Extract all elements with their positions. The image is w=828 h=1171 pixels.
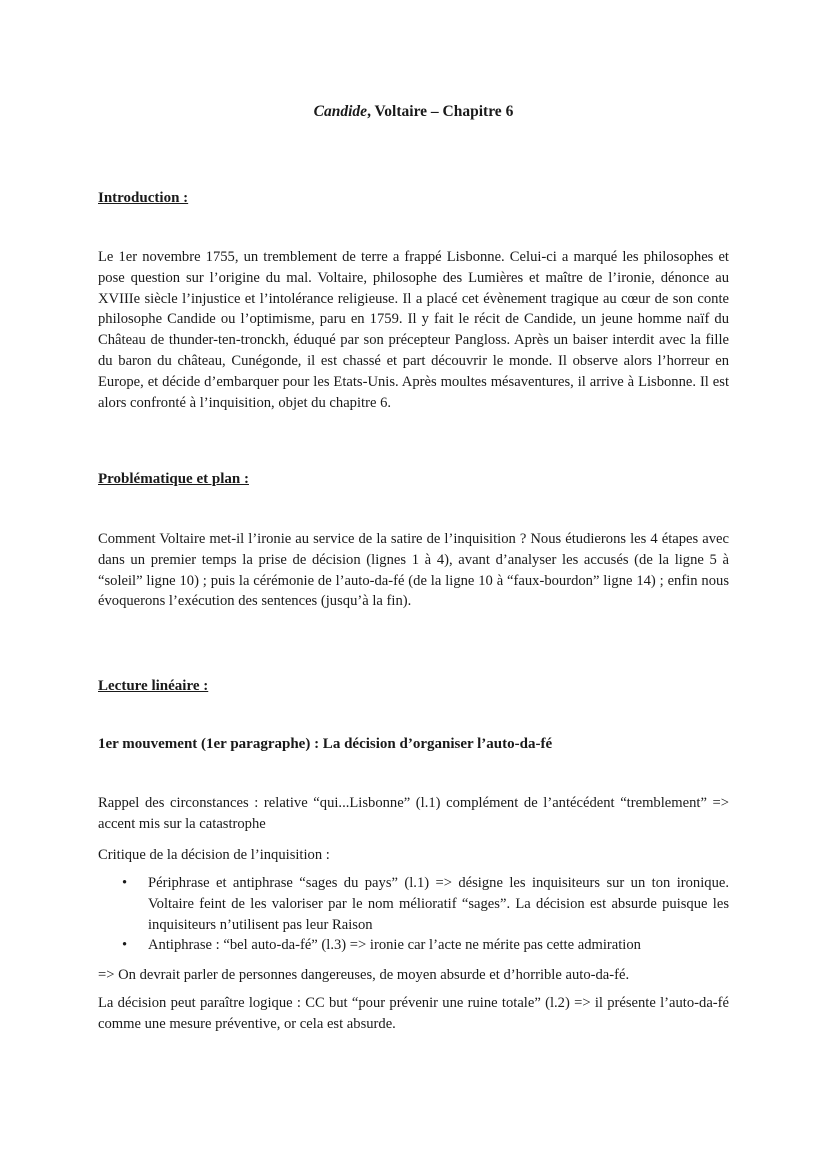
rappel-paragraph: Rappel des circonstances : relative “qui...Lisbonne” (l.1) complément de l’antécédent “tremblement” => accent mis sur la catastrophe	[98, 795, 729, 832]
problematique-text: Comment Voltaire met-il l’ironie au service de la satire de l’inquisition ? Nous étudierons les 4 étapes avec dans un premier temps la prise de décision (lignes 1 à 4), avant d’analyser les accusés (de la ligne 5 à “soleil” ligne 10) ; puis la cérémonie de l’auto-da-fé (de la ligne 10 à “faux-bourdon” ligne 14) ; enfin nous évoquerons l’exécution des sentences (jusqu’à la fin).	[98, 531, 729, 610]
critique-intro: Critique de la décision de l’inquisition :	[98, 847, 330, 863]
title-rest: , Voltaire – Chapitre 6	[367, 103, 514, 120]
bullet-icon: •	[122, 875, 128, 891]
list-item-text: Périphrase et antiphrase “sages du pays” (l.1) => désigne les inquisiteurs sur un ton ironique. Voltaire feint de les valoriser par le nom mélioratif “sages”. La décision est absurde puisque les inquisiteurs n’utilisent pas leur Raison	[148, 875, 729, 933]
document-title	[98, 103, 729, 121]
mouvement1-title: 1er mouvement (1er paragraphe) : La décision d’organiser l’auto-da-fé	[98, 736, 553, 752]
introduction-heading: Introduction :	[98, 190, 189, 206]
lecture-heading: Lecture linéaire :	[98, 678, 209, 694]
conclusion-paragraph: => On devrait parler de personnes dangereuses, de moyen absurde et d’horrible auto-da-fé.	[98, 967, 630, 983]
critique-list	[98, 873, 729, 956]
decision-paragraph: La décision peut paraître logique : CC but “pour prévenir une ruine totale” (l.2) => il présente l’auto-da-fé comme une mesure préventive, or cela est absurde.	[98, 995, 729, 1032]
bullet-icon: •	[122, 937, 128, 954]
list-item	[98, 873, 729, 935]
title-italic: Candide	[313, 103, 368, 120]
list-item-text: Antiphrase : “bel auto-da-fé” (l.3) => ironie car l’acte ne mérite pas cette admiration	[148, 937, 641, 954]
introduction-text: Le 1er novembre 1755, un tremblement de terre a frappé Lisbonne. Celui-ci a marqué les philosophes et pose question sur l’origine du mal. Voltaire, philosophe des Lumières et maître de l’ironie, dénonce au XVIIIe siècle l’injustice et l’intolérance religieuse. Il a placé cet évènement tragique au cœur de son conte philosophe Candide ou l’optimisme, paru en 1759. Il y fait le récit de Candide, un jeune homme naïf du Château de thunder-ten-tronckh, éduqué par son précepteur Pangloss. Après un baiser interdit avec la fille du baron du château, Cunégonde, il est chassé et part découvrir le monde. Il observe alors l’horreur en Europe, et décide d’embarquer pour les Etats-Unis. Après moultes mésaventures, il arrive à Lisbonne. Il est alors confronté à l’inquisition, objet du chapitre 6.	[98, 249, 729, 411]
problematique-heading: Problématique et plan :	[98, 471, 249, 487]
list-item	[98, 935, 729, 956]
